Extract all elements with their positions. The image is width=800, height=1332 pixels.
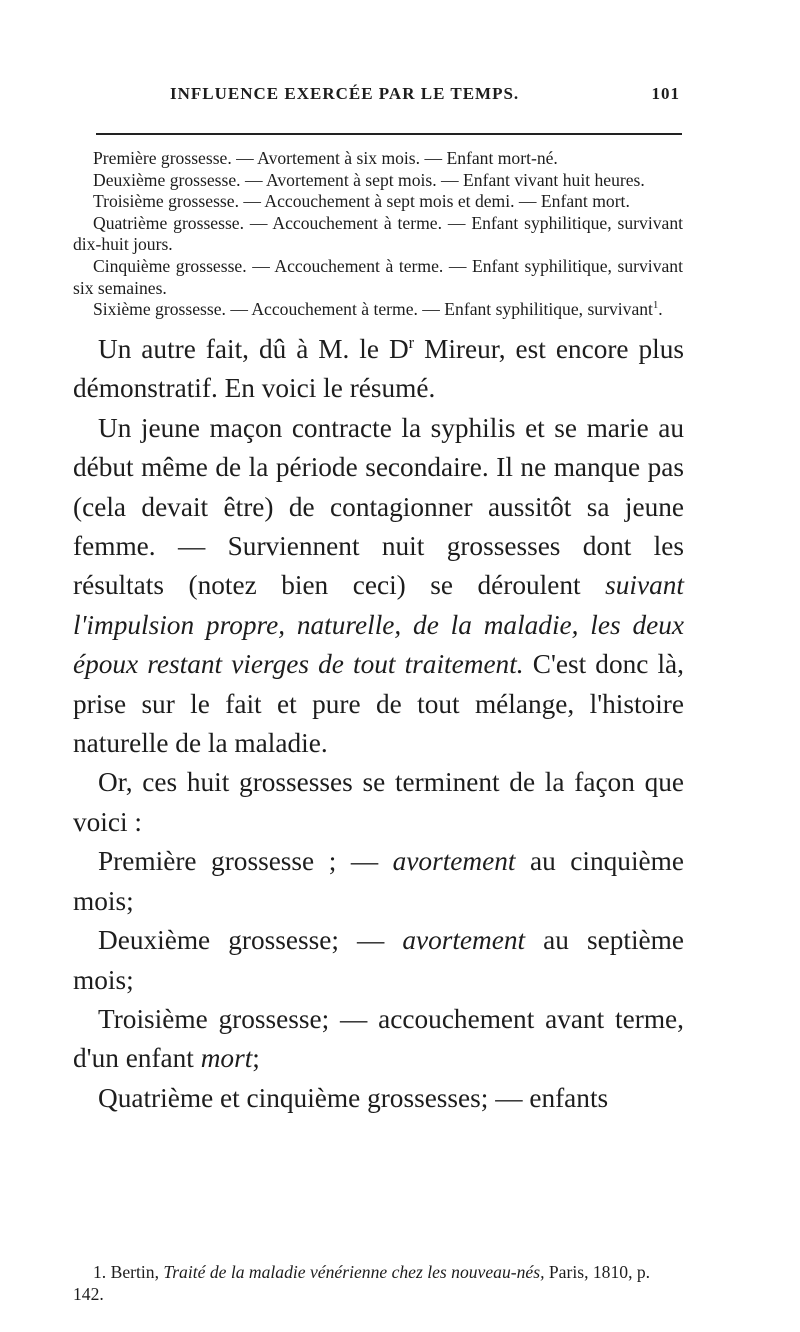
paragraph — [73, 330, 684, 409]
paragraph-text: Un jeune maçon contracte la syphilis et se marie au début même de la période secondaire. Il ne manque pas (cela devait être) de contagionner aussitôt sa jeune femme. — Surviennent nuit grossesses dont les résultats (notez bien ceci) se déroulent — [73, 412, 684, 601]
observation-line: Cinquième grossesse. — Accouchement à terme. — Enfant syphilitique, survivant six semaines. — [73, 255, 683, 298]
observation-line: Sixième grossesse. — Accouchement à terme. — Enfant syphilitique, survivant$^1$. — [93, 299, 663, 320]
superscript: r — [408, 332, 415, 352]
footnote-text — [73, 1261, 684, 1305]
observation-line: Deuxième grossesse. — Avortement à sept mois. — Enfant vivant huit heures. — [93, 169, 645, 190]
list-item: Quatrième et cinquième grossesses; — enfants — [98, 1082, 609, 1113]
running-head-title: INFLUENCE EXERCÉE PAR LE TEMPS. — [170, 84, 520, 103]
observation-line: Quatrième grossesse. — Accouchement à terme. — Enfant syphilitique, survivant dix-huit jours. — [73, 212, 683, 255]
footnote-number: 1. — [93, 1262, 107, 1282]
paragraph: Or, ces huit grossesses se terminent de la façon que voici : — [73, 767, 684, 837]
list-item — [73, 921, 684, 1000]
footnote-author: Bertin, — [110, 1262, 159, 1282]
list-item-text: Deuxième grossesse; — — [98, 925, 403, 956]
list-item-text: ; — [252, 1043, 260, 1074]
observation-line: Première grossesse. — Avortement à six mois. — Enfant mort-né. — [93, 148, 558, 168]
footnote-citation: Paris, 1810, p. 142. — [73, 1262, 651, 1304]
italic-text: suivant l'impulsion propre, naturelle, de la maladie, les deux époux restant vierges de tout traitement. — [73, 570, 684, 680]
list-item-text: au septième mois; — [73, 925, 684, 995]
paragraph-text: C'est donc là, prise sur le fait et pure de tout mélange, l'histoire naturelle de la maladie. — [73, 649, 684, 759]
observation-line: Troisième grossesse. — Accouchement à sept mois et demi. — Enfant mort. — [93, 191, 630, 212]
list-item-text: Troisième grossesse; — accouchement avant terme, d'un enfant — [73, 1003, 684, 1074]
header-rule — [96, 133, 682, 135]
observation-block — [73, 148, 683, 321]
italic-text: mort — [200, 1043, 253, 1074]
italic-text: avortement — [402, 925, 526, 956]
list-item — [73, 1000, 684, 1079]
page-number: 101 — [651, 84, 680, 103]
body-text — [73, 330, 684, 1118]
observation-line-text: Sixième grossesse. — Accouchement à terme. — Enfant syphilitique, survivant — [93, 299, 653, 320]
paragraph-text: Mireur, est encore plus démonstratif. En voici le résumé. — [73, 334, 685, 404]
list-item-text: Première grossesse ; — — [98, 846, 393, 877]
list-item-text: au cinquième mois; — [73, 846, 685, 916]
italic-text: avortement — [392, 846, 516, 877]
paragraph — [73, 409, 684, 764]
paragraph-text: Un autre fait, dû à M. le D — [98, 334, 409, 364]
list-item — [73, 842, 684, 921]
footnote-ref: 1 — [652, 300, 659, 312]
footnote-title: Traité de la maladie vénérienne chez les nouveau-nés, — [163, 1262, 545, 1282]
footnote — [73, 1261, 684, 1305]
